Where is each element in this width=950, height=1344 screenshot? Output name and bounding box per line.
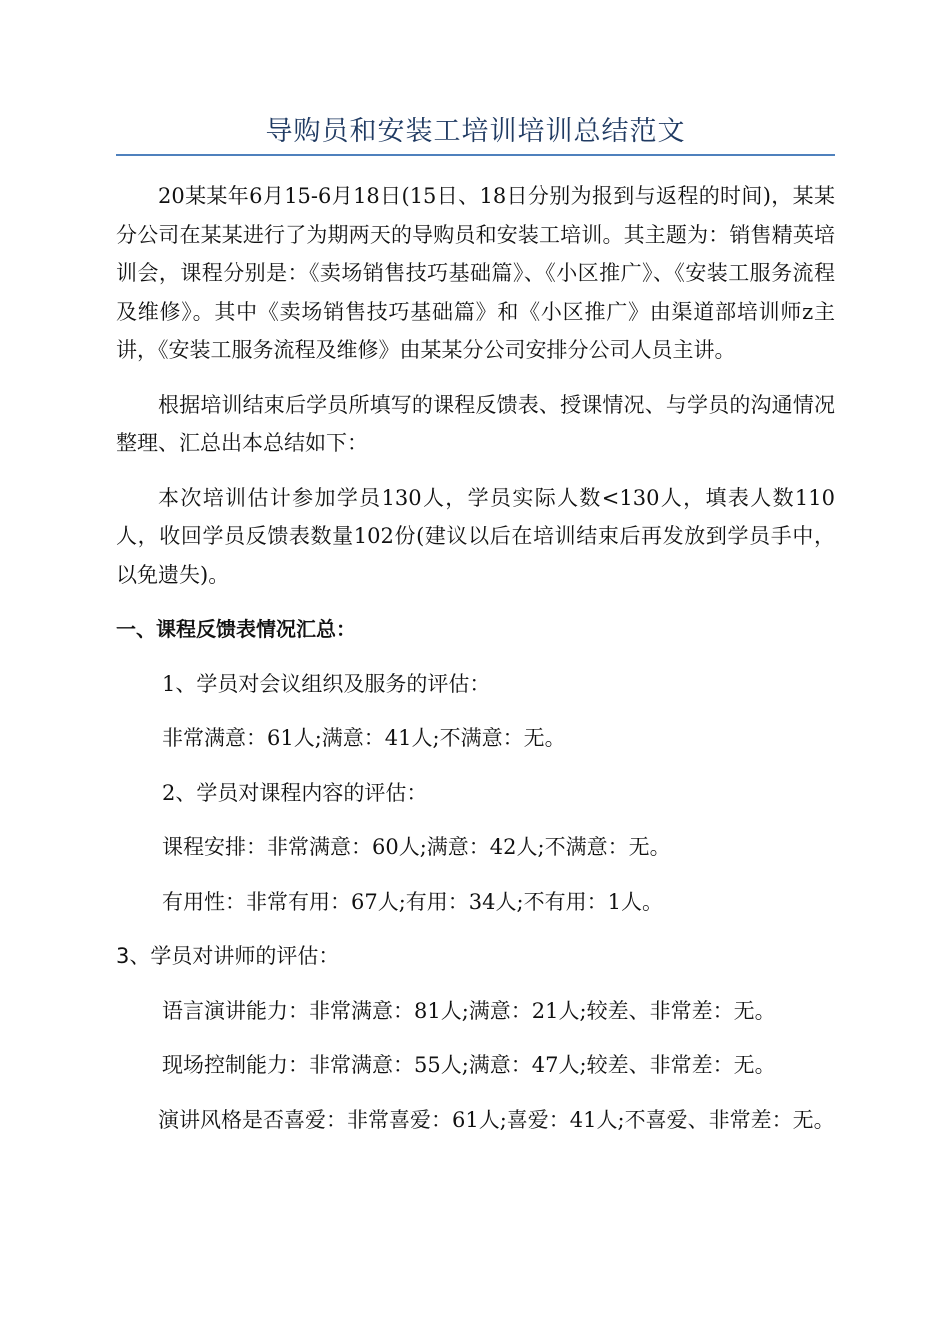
item2-schedule-result: 课程安排：非常满意：60人;满意：42人;不满意：无。	[162, 835, 671, 859]
item1-title: 1、学员对会议组织及服务的评估：	[162, 671, 491, 696]
title-underline	[116, 154, 835, 156]
item3-title	[116, 937, 835, 976]
attendance-paragraph: 本次培训估计参加学员130人，学员实际人数<130人，填表人数110人，收回学员反馈表数量102份(建议以后在培训结束后再发放到学员手中，以免遗失)。	[116, 485, 835, 587]
basis-paragraph: 根据培训结束后学员所填写的课程反馈表、授课情况、与学员的沟通情况整理、汇总出本总结如下：	[116, 392, 835, 455]
item3-title-text: 、学员对讲师的评估：	[129, 944, 340, 968]
item3-number: 3	[116, 944, 130, 968]
item3-style-result: 演讲风格是否喜爱：非常喜爱：61人;喜爱：41人;不喜爱、非常差：无。	[158, 1107, 835, 1132]
document-title: 导购员和安装工培训培训总结范文	[265, 116, 686, 147]
item3-control-result: 现场控制能力：非常满意：55人;满意：47人;较差、非常差：无。	[162, 1053, 776, 1077]
item3-speech-result: 语言演讲能力：非常满意：81人;满意：21人;较差、非常差：无。	[162, 998, 776, 1023]
item2-title: 2、学员对课程内容的评估：	[162, 780, 428, 805]
item2-usefulness-result: 有用性：非常有用：67人;有用：34人;不有用：1人。	[162, 889, 663, 914]
document-body	[116, 177, 835, 1155]
item1-result: 非常满意：61人;满意：41人;不满意：无。	[162, 726, 566, 750]
section-heading-feedback-summary: 一、课程反馈表情况汇总：	[116, 617, 356, 641]
intro-paragraph: 20某某年6月15-6月18日(15日、18日分别为报到与返程的时间)，某某分公司在某某进行了为期两天的导购员和安装工培训。其主题为：销售精英培训会，课程分别是：《卖场销售技巧基础篇》、《小区推广》、《安装工服务流程及维修》。其中《卖场销售技巧基础篇》和《小区推广》由渠道部培训师z主讲，《安装工服务流程及维修》由某某分公司安排分公司人员主讲。	[116, 184, 835, 362]
